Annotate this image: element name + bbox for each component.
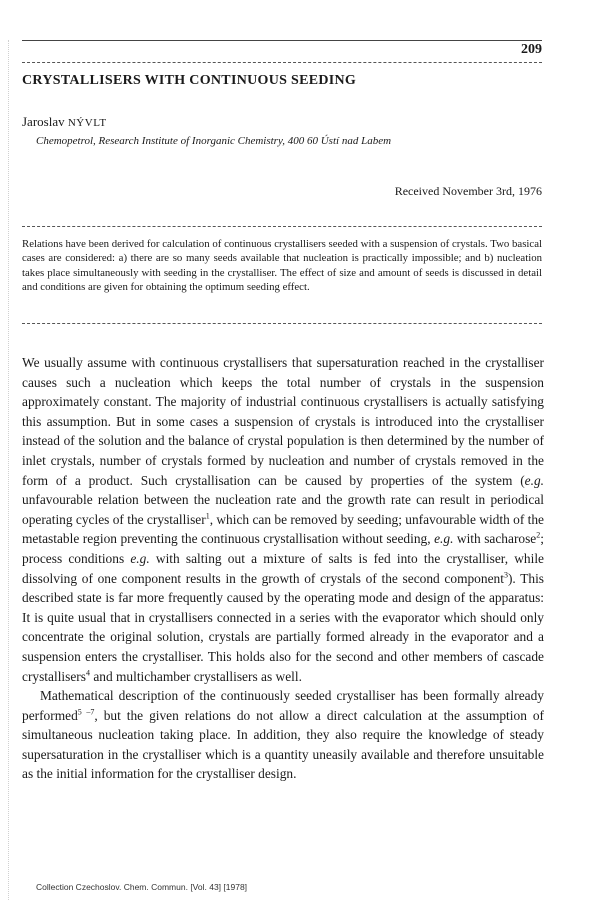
p1-text-b: unfavourable relation between the nucleation rate and the growth rate can result in periodical operating cycles of the crystalliser [22,492,544,527]
author-affiliation: Chemopetrol, Research Institute of Inorganic Chemistry, 400 60 Ústí nad Labem [36,135,392,147]
body-text [22,353,544,784]
p2-text-a: Mathematical description of the continuously seeded crystalliser has been formally already performed [22,688,544,723]
abstract-rule-top [22,226,542,227]
citation-3: 3 [503,570,508,580]
citation-5-7: 5 –7 [77,707,95,717]
p1-text-e: ; process conditions [22,531,544,566]
author-line [22,114,107,130]
journal-footer: Collection Czechoslov. Chem. Commun. [Vol. 43] [1978] [36,882,248,892]
article-title: CRYSTALLISERS WITH CONTINUOUS SEEDING [22,73,357,88]
p1-text-h: and multichamber crystallisers as well. [89,668,302,684]
citation-4: 4 [85,668,90,678]
author-first-name: Jaroslav [22,114,68,129]
p2-text-b: , but the given relations do not allow a direct calculation at the assumption of simultaneous nucleation taking place. In addition, they also require the knowledge of steady supersaturation in the crystalliser which is a quantity uneasily available and therefore unsuitable as the initial information for the crystalliser design. [22,707,544,782]
p1-eg-2: e.g. [434,531,454,547]
header-rule-bottom [22,62,542,63]
author-last-name: NÝVLT [67,117,107,129]
citation-1: 1 [205,511,210,521]
p1-eg-3: e.g. [130,550,150,566]
abstract-rule-bottom [22,323,542,324]
header-rule-top [22,40,542,41]
paragraph-2 [22,686,544,784]
received-date: Received November 3rd, 1976 [394,184,542,198]
p1-text-d: with sacharose [453,531,537,547]
abstract: Relations have been derived for calculation of continuous crystallisers seeded with a suspension of crystals. Two basical cases are considered: a) there are so many seeds available that nucleation is practically impossible; and b) nucleation takes place simultaneously with seeding in the crystalliser. The effect of size and amount of seeds is discussed in detail and conditions are given for obtaining the optimum seeding effect. [22,238,542,293]
paragraph-1 [22,353,544,686]
p1-text-c: , which can be removed by seeding; unfavourable width of the metastable region preventing the continuous crystallisation without seeding, [22,511,544,547]
p1-eg-1: e.g. [524,472,544,488]
page-number: 209 [521,42,542,57]
p1-text-a: We usually assume with continuous crystallisers that supersaturation reached in the crystalliser causes such a nucleation which keeps the total number of crystals in the suspension approximately constant. The majority of industrial continuous crystallisers is actually satisfying this assumption. But in some cases a suspension of crystals is introduced into the crystalliser instead of the solution and the balance of crystal population is then determined by the number of inlet crystals, number of crystals formed by nucleation and number of crystals removed in the form of a product. Such crystallisation can be caused by properties of the system ( [22,355,544,488]
p1-text-f: with salting out a mixture of salts is fed into the crystalliser, while dissolving of one component results in the growth of crystals of the second component [22,550,544,586]
citation-2: 2 [536,530,541,540]
p1-text-g: ). This described state is far more frequently caused by the operating mode and design of the apparatus: It is quite usual that in crystallisers connected in a series with the evaporator which should only concentrate the original solution, crystals are partially formed already in the evaporator and a suspension enters the crystalliser. This holds also for the second and other members of cascade crystallisers [22,570,544,684]
scan-margin-line [8,40,9,900]
